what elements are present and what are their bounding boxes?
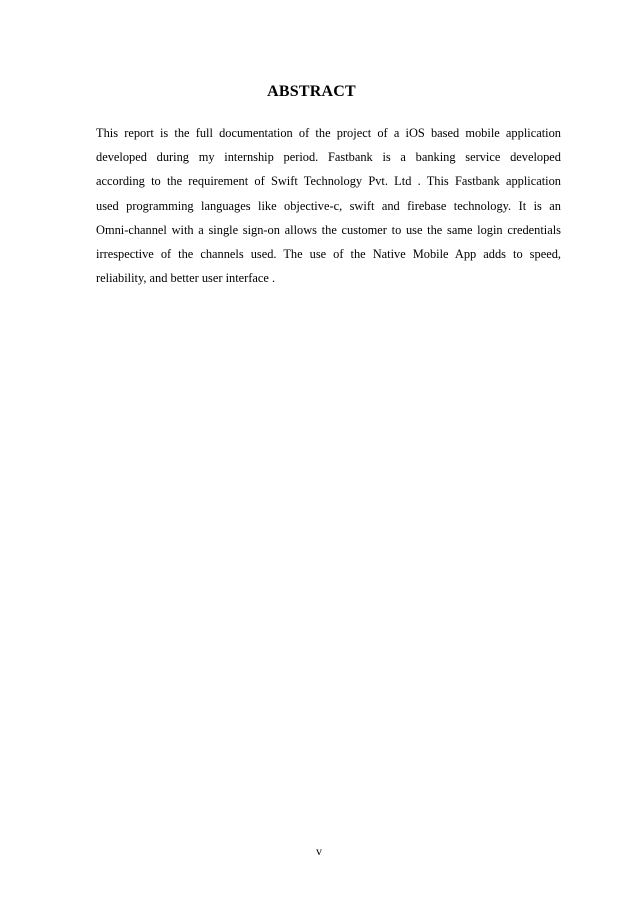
abstract-line-2: developed during my internship period. Fastbank is a banking service developed xyxy=(96,150,561,165)
abstract-line-6: irrespective of the channels used. The use of the Native Mobile App adds to speed, xyxy=(96,246,561,261)
abstract-line-3: according to the requirement of Swift Technology Pvt. Ltd . This Fastbank application xyxy=(96,174,561,189)
abstract-paragraph xyxy=(96,121,561,290)
abstract-line-7: reliability, and better user interface . xyxy=(96,271,276,286)
abstract-line-1: This report is the full documentation of the project of a iOS based mobile application xyxy=(96,126,561,140)
abstract-line-5: Omni-channel with a single sign-on allows the customer to use the same login credentials xyxy=(96,222,561,237)
abstract-line-4: used programming languages like objective-c, swift and firebase technology. It is an xyxy=(96,198,561,213)
page-title: ABSTRACT xyxy=(267,83,356,100)
page-number: v xyxy=(316,844,322,858)
